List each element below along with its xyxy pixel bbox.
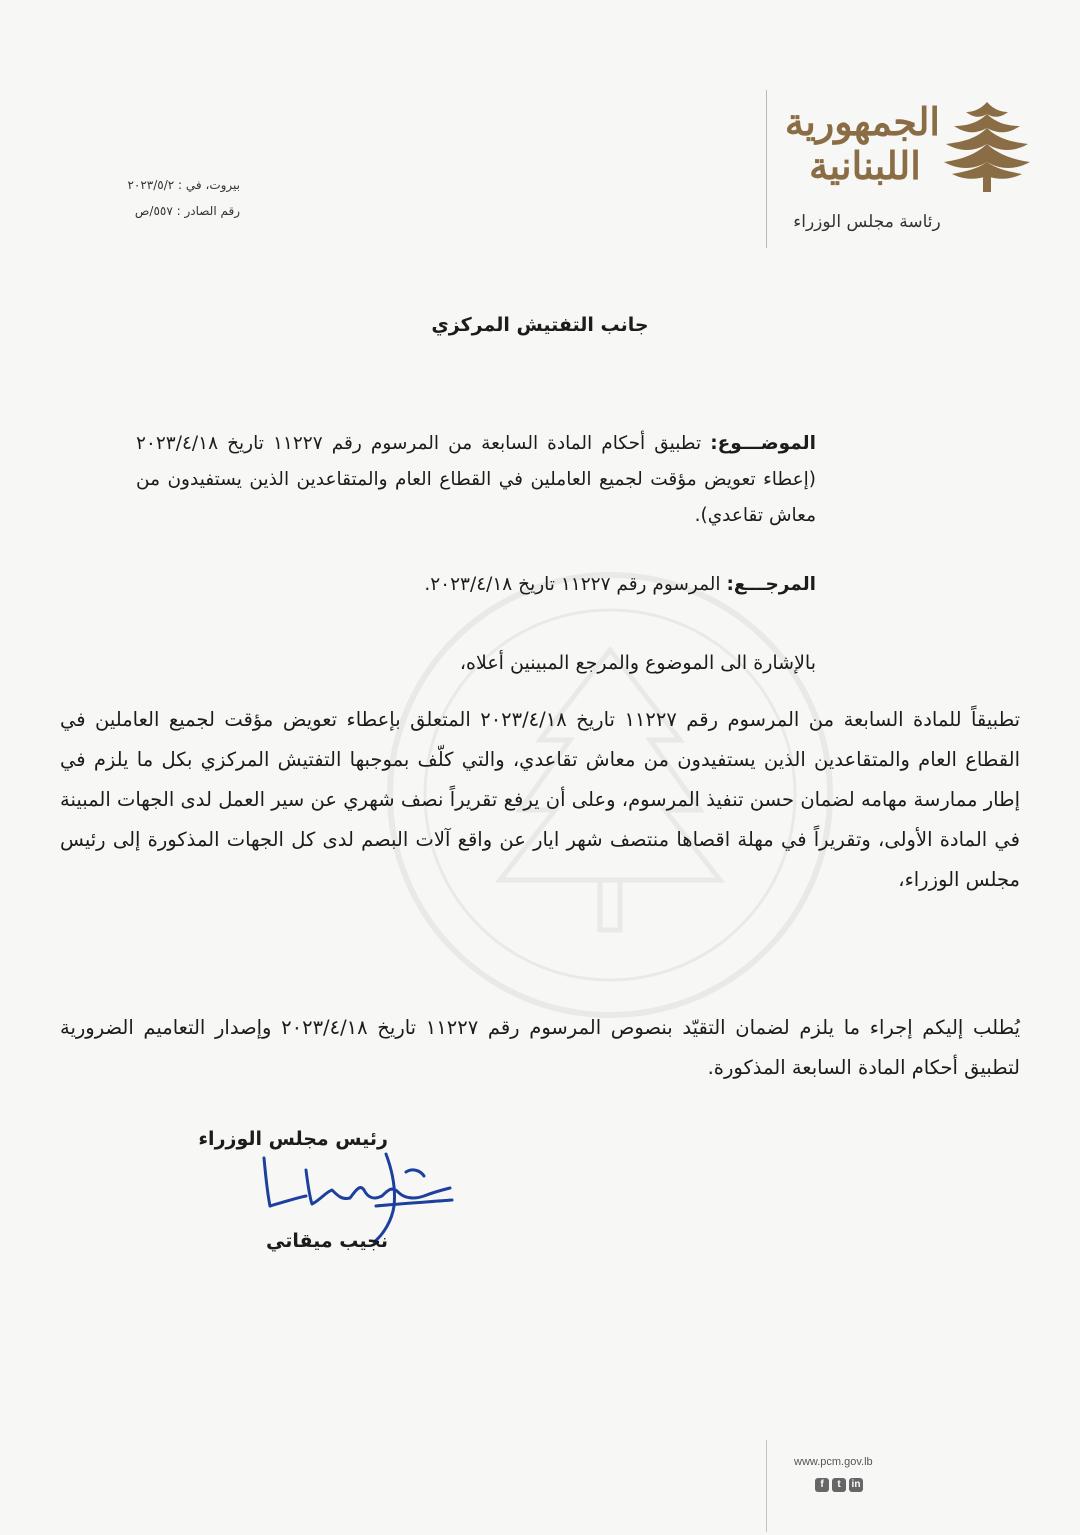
subject-text: تطبيق أحكام المادة السابعة من المرسوم رقم ١١٢٢٧ تاريخ ٢٠٢٣/٤/١٨ (إعطاء تعويض مؤقت لجميع العاملين في القطاع العام والمتقاعدين الذين يستفيدون من معاش تقاعدي). <box>136 433 816 526</box>
greeting: بالإشارة الى الموضوع والمرجع المبينين أعلاه، <box>459 652 816 674</box>
government-title-line1: الجمهورية <box>784 99 940 144</box>
addressee: جانب التفتيش المركزي <box>431 314 649 336</box>
cedar-tree-icon <box>942 100 1032 192</box>
subject-label: الموضـــوع: <box>710 433 816 454</box>
body-paragraph-2: يُطلب إليكم إجراء ما يلزم لضمان التقيّد بنصوص المرسوم رقم ١١٢٢٧ تاريخ ٢٠٢٣/٤/١٨ وإصدار التعاميم الضرورية لتطبيق أحكام المادة السابعة المذكورة. <box>60 1016 1021 1079</box>
twitter-icon[interactable]: t <box>832 1478 846 1492</box>
letter-date: بيروت، في : ٢٠٢٣/٥/٢ <box>127 178 240 192</box>
website-link[interactable]: www.pcm.gov.lb <box>794 1456 873 1468</box>
signatory-name: نجيب ميقاتي <box>266 1230 388 1252</box>
header-divider <box>766 90 767 248</box>
reference-number: رقم الصادر : ٥٥٧/ص <box>134 204 240 218</box>
linkedin-icon[interactable]: in <box>849 1478 863 1492</box>
subject-block <box>136 426 816 534</box>
reference-text: المرسوم رقم ١١٢٢٧ تاريخ ٢٠٢٣/٤/١٨. <box>424 574 721 595</box>
reference-label: المرجـــع: <box>726 574 816 595</box>
body-paragraph-1: تطبيقاً للمادة السابعة من المرسوم رقم ١١٢٢٧ تاريخ ٢٠٢٣/٤/١٨ المتعلق بإعطاء تعويض مؤقت لجميع العاملين في القطاع العام والمتقاعدين الذين يستفيدون من معاش تقاعدي، والتي كلّف بموجبها التفتيش المركزي بكل ما يلزم في إطار ممارسة مهامه لضمان حسن تنفيذ المرسوم، وعلى أن يرفع تقريراً نصف شهري عن سير العمل لدى الجهات المبينة في المادة الأولى، وتقريراً في مهلة اقصاها منتصف شهر ايار عن واقع آلات البصم لدى كل الجهات المذكورة إلى رئيس مجلس الوزراء، <box>60 708 1020 891</box>
facebook-icon[interactable]: f <box>815 1478 829 1492</box>
government-title-line2: اللبنانية <box>809 143 921 188</box>
government-title <box>784 99 940 188</box>
signatory-title: رئيس مجلس الوزراء <box>198 1128 388 1150</box>
footer-divider <box>766 1440 767 1532</box>
reference-block <box>136 570 816 600</box>
pcm-name: رئاسة مجلس الوزراء <box>793 212 941 232</box>
social-icons <box>815 1478 863 1492</box>
